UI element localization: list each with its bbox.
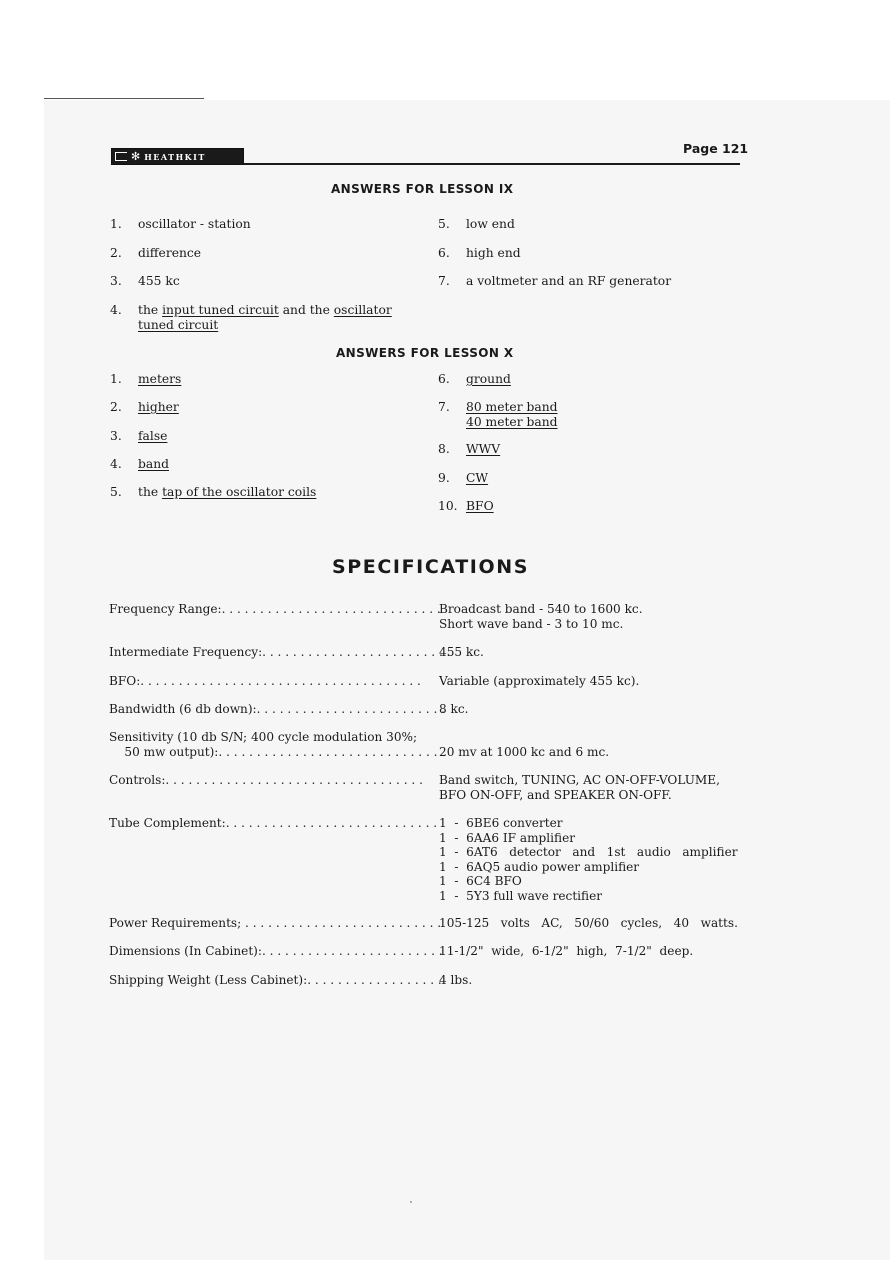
answer-text-segment: high end xyxy=(466,246,521,260)
answer-text xyxy=(138,372,181,387)
answer-text xyxy=(466,217,515,232)
answer-text xyxy=(466,471,488,486)
spec-label-line: Controls:. . . . . . . . . . . . . . . . . . . . . . . . . . . . . . . . . . xyxy=(109,773,423,787)
spec-value: 105-125 volts AC, 50/60 cycles, 40 watts. xyxy=(439,916,738,930)
answer-text xyxy=(138,246,201,261)
answer-text xyxy=(466,442,500,457)
answer-text-segment: band xyxy=(138,457,169,471)
answer-text-segment: oscillator xyxy=(333,303,392,317)
answer-text xyxy=(466,372,511,387)
answer-number: 1. xyxy=(110,372,122,386)
answer-text-segment: 40 meter band xyxy=(466,414,558,429)
spec-label-line: Frequency Range:. . . . . . . . . . . . . . . . . . . . . . . . . . . . . xyxy=(109,602,441,616)
logo-star-icon: ✻ xyxy=(131,150,141,163)
answer-text-segment: the xyxy=(138,303,163,317)
answer-number: 10. xyxy=(438,499,458,513)
header-rule xyxy=(244,163,740,165)
spec-value: 1 - 6BE6 converter 1 - 6AA6 IF amplifier 1 - 6AT6 detector and 1st audio amplifier 1 - 6AQ5 audio power amplifier 1 - 6C4 BFO 1 - 5Y3 full wave rectifier xyxy=(439,816,738,903)
logo-text: HEATHKIT xyxy=(144,151,206,162)
spec-value: 455 kc. xyxy=(439,645,484,659)
answer-text xyxy=(138,429,167,444)
page-number: Page 121 xyxy=(683,141,749,156)
answer-number: 2. xyxy=(110,400,122,414)
specifications-title: SPECIFICATIONS xyxy=(332,556,529,578)
spec-value: 4 lbs. xyxy=(439,973,473,987)
answer-text-segment: CW xyxy=(466,471,489,485)
answer-text-segment: the xyxy=(138,485,163,499)
answer-text xyxy=(138,400,179,415)
answer-number: 5. xyxy=(438,217,450,231)
answer-number: 7. xyxy=(438,274,450,288)
spec-value: Variable (approximately 455 kc). xyxy=(439,674,640,688)
spec-label-line: Intermediate Frequency:. . . . . . . . . . . . . . . . . . . . . . . . . xyxy=(109,645,451,659)
answer-text-segment: BFO xyxy=(466,499,494,513)
answer-number: 4. xyxy=(110,303,122,317)
answer-text-segment: and the xyxy=(278,303,334,317)
spec-label-line: Power Requirements; . . . . . . . . . . . . . . . . . . . . . . . . . . xyxy=(109,916,442,930)
answer-text-segment: WWV xyxy=(466,442,501,456)
answer-line xyxy=(466,400,558,415)
spec-value: 20 mv at 1000 kc and 6 mc. xyxy=(439,744,610,759)
answer-text xyxy=(138,274,180,289)
answer-number: 5. xyxy=(110,485,122,499)
spec-label xyxy=(109,702,445,717)
answer-text xyxy=(138,303,392,332)
spec-label xyxy=(109,916,442,931)
answer-text xyxy=(138,457,169,472)
spec-label xyxy=(109,730,438,759)
answer-text-segment: difference xyxy=(138,246,202,260)
spec-label-line: 50 mw output):. . . . . . . . . . . . . . . . . . . . . . . . . . . . . xyxy=(109,744,438,759)
spec-label xyxy=(109,773,423,788)
top-rule xyxy=(44,98,204,99)
answer-text-segment: ground xyxy=(466,372,511,386)
spec-label xyxy=(109,645,451,660)
answer-number: 3. xyxy=(110,429,122,443)
spec-value: Broadcast band - 540 to 1600 kc. Short wave band - 3 to 10 mc. xyxy=(439,602,643,631)
spec-label xyxy=(109,674,421,689)
spec-label xyxy=(109,973,442,988)
spec-value: 11-1/2" wide, 6-1/2" high, 7-1/2" deep. xyxy=(439,944,694,958)
answer-number: 3. xyxy=(110,274,122,288)
spec-label-line: Sensitivity (10 db S/N; 400 cycle modulation 30%; xyxy=(109,730,418,744)
answer-text xyxy=(466,246,521,261)
answer-text xyxy=(466,400,558,429)
speck-mark xyxy=(410,1201,412,1203)
spec-label-line: Tube Complement:. . . . . . . . . . . . . . . . . . . . . . . . . . . . xyxy=(109,816,438,830)
spec-label xyxy=(109,944,443,959)
spec-value: 8 kc. xyxy=(439,702,469,716)
answer-text-segment: false xyxy=(138,429,168,443)
answer-text-segment: input tuned circuit xyxy=(162,303,279,317)
answer-line xyxy=(466,415,558,430)
lesson-9-title: ANSWERS FOR LESSON IX xyxy=(331,182,514,196)
heathkit-logo xyxy=(111,148,244,165)
spec-value: Band switch, TUNING, AC ON-OFF-VOLUME, BFO ON-OFF, and SPEAKER ON-OFF. xyxy=(439,773,720,802)
answer-line xyxy=(138,303,392,318)
answer-text-segment: higher xyxy=(138,400,179,414)
answer-number: 2. xyxy=(110,246,122,260)
answer-number: 8. xyxy=(438,442,450,456)
lesson-10-title: ANSWERS FOR LESSON X xyxy=(336,346,514,360)
answer-number: 4. xyxy=(110,457,122,471)
spec-label-line: Shipping Weight (Less Cabinet):. . . . . . . . . . . . . . . . . . xyxy=(109,973,442,987)
answer-text-segment: oscillator - station xyxy=(138,217,251,231)
spec-label-line: Bandwidth (6 db down):. . . . . . . . . . . . . . . . . . . . . . . . . xyxy=(109,702,445,716)
answer-text-segment: a voltmeter and an RF generator xyxy=(466,274,672,288)
answer-text-segment: 80 meter band xyxy=(466,400,558,414)
answer-text xyxy=(138,485,316,500)
answer-number: 6. xyxy=(438,372,450,386)
answer-text xyxy=(466,274,671,289)
answer-text-segment: meters xyxy=(138,372,182,386)
answer-number: 9. xyxy=(438,471,450,485)
answer-text-segment: low end xyxy=(466,217,515,231)
answer-number: 1. xyxy=(110,217,122,231)
answer-text-segment: tuned circuit xyxy=(138,317,219,332)
answer-number: 6. xyxy=(438,246,450,260)
spec-label xyxy=(109,816,438,831)
answer-number: 7. xyxy=(438,400,450,414)
spec-label-line: BFO:. . . . . . . . . . . . . . . . . . . . . . . . . . . . . . . . . . . . . xyxy=(109,674,421,688)
spec-label xyxy=(109,602,441,617)
answer-text xyxy=(466,499,494,514)
answer-text-segment: 455 kc xyxy=(138,274,180,288)
spec-label-line: Dimensions (In Cabinet):. . . . . . . . . . . . . . . . . . . . . . . . xyxy=(109,944,443,958)
answer-line xyxy=(138,318,392,333)
answer-text-segment: tap of the oscillator coils xyxy=(162,485,317,499)
logo-bracket-icon xyxy=(115,152,127,161)
answer-text xyxy=(138,217,251,232)
